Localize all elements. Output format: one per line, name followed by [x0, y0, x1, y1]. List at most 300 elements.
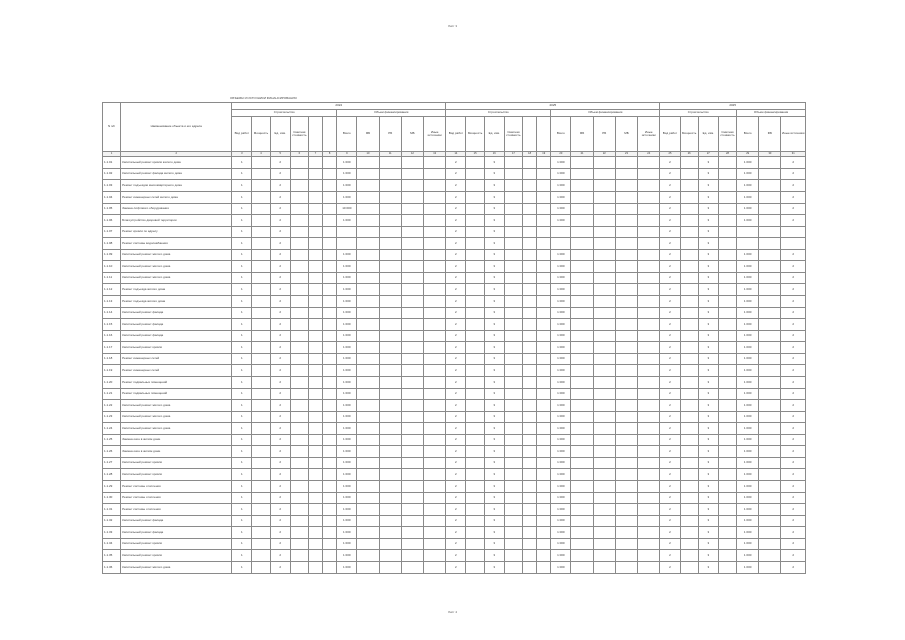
empty-cell [718, 319, 736, 331]
empty-cell [323, 215, 337, 227]
empty-cell [638, 180, 660, 192]
empty-cell [537, 527, 551, 539]
row-object-name: Ремонт системы отопления [121, 492, 232, 504]
row-value: 1 000 [551, 249, 571, 261]
empty-cell [615, 203, 637, 215]
empty-cell [615, 168, 637, 180]
empty-cell [680, 168, 698, 180]
empty-cell [357, 457, 379, 469]
column-number: 11 [379, 152, 401, 157]
table-row [103, 411, 806, 423]
empty-cell [308, 388, 322, 400]
row-value: 3 [484, 319, 504, 331]
header-row-years [103, 103, 806, 110]
empty-cell [308, 457, 322, 469]
empty-cell [537, 180, 551, 192]
empty-cell [759, 168, 781, 180]
empty-cell [718, 203, 736, 215]
empty-cell [308, 203, 322, 215]
empty-cell [638, 203, 660, 215]
empty-cell [523, 249, 537, 261]
header-sub: Всего [551, 117, 571, 152]
empty-cell [323, 342, 337, 354]
row-value: 2 [781, 330, 806, 342]
column-number: 4 [252, 152, 270, 157]
empty-cell [424, 168, 446, 180]
empty-cell [523, 307, 537, 319]
row-value: 2 [660, 388, 680, 400]
column-number: 30 [759, 152, 781, 157]
row-value: 3 [698, 492, 718, 504]
empty-cell [424, 504, 446, 516]
table-row [103, 457, 806, 469]
empty-cell [523, 469, 537, 481]
empty-cell [308, 215, 322, 227]
empty-cell [593, 376, 615, 388]
header-sub: Мощность [680, 117, 698, 152]
empty-cell [571, 515, 593, 527]
empty-cell [323, 226, 337, 238]
empty-cell [424, 527, 446, 539]
row-value: 2 [781, 353, 806, 365]
row-number: 1.1.32 [103, 515, 121, 527]
empty-cell [401, 446, 423, 458]
column-number: 29 [737, 152, 759, 157]
empty-cell [593, 168, 615, 180]
empty-cell [379, 296, 401, 308]
row-value: 2 [270, 527, 290, 539]
empty-cell [401, 457, 423, 469]
empty-cell [323, 272, 337, 284]
row-value: 1 000 [551, 342, 571, 354]
empty-cell [718, 180, 736, 192]
row-value: 1 000 [551, 423, 571, 435]
empty-cell [504, 550, 522, 562]
row-value: 1 000 [737, 215, 759, 227]
empty-cell [290, 388, 308, 400]
empty-cell [252, 469, 270, 481]
row-value: 1 000 [737, 319, 759, 331]
empty-cell [357, 376, 379, 388]
empty-cell [357, 400, 379, 412]
empty-cell [424, 307, 446, 319]
empty-cell [466, 284, 484, 296]
row-value: 1 [232, 492, 252, 504]
empty-cell [523, 492, 537, 504]
empty-cell [466, 515, 484, 527]
table-row [103, 365, 806, 377]
row-value: 2 [660, 226, 680, 238]
empty-cell [401, 388, 423, 400]
row-value: 1 000 [337, 388, 357, 400]
row-number: 1.1.27 [103, 457, 121, 469]
empty-cell [466, 353, 484, 365]
row-object-name: Капитальный ремонт жилого дома [121, 411, 232, 423]
row-value: 1 000 [737, 481, 759, 493]
row-value: 1 000 [337, 492, 357, 504]
empty-cell [252, 423, 270, 435]
empty-cell [379, 307, 401, 319]
row-number: 1.1.22 [103, 400, 121, 412]
row-value: 2 [660, 400, 680, 412]
financing-table [102, 102, 806, 574]
column-number: 27 [698, 152, 718, 157]
row-value: 2 [660, 319, 680, 331]
row-value: 3 [484, 215, 504, 227]
empty-cell [401, 538, 423, 550]
table-row [103, 249, 806, 261]
empty-cell [466, 272, 484, 284]
empty-cell [593, 353, 615, 365]
empty-cell [638, 365, 660, 377]
empty-cell [308, 376, 322, 388]
empty-cell [424, 226, 446, 238]
table-row [103, 481, 806, 493]
empty-cell [290, 157, 308, 169]
empty-cell [290, 538, 308, 550]
empty-cell [615, 215, 637, 227]
empty-cell [252, 238, 270, 250]
empty-cell [593, 261, 615, 273]
empty-cell [323, 492, 337, 504]
row-value: 2 [270, 168, 290, 180]
empty-cell [290, 296, 308, 308]
empty-cell [290, 215, 308, 227]
empty-cell [680, 157, 698, 169]
empty-cell [680, 342, 698, 354]
empty-cell [424, 249, 446, 261]
empty-cell [537, 561, 551, 573]
empty-cell [379, 538, 401, 550]
empty-cell [615, 226, 637, 238]
row-value: 1 000 [551, 515, 571, 527]
header-name: Наименование объекта и его адреса [121, 103, 232, 152]
empty-cell [718, 434, 736, 446]
empty-cell [718, 249, 736, 261]
row-number: 1.1.06 [103, 215, 121, 227]
empty-cell [593, 434, 615, 446]
empty-cell [523, 504, 537, 516]
row-value: 2 [270, 284, 290, 296]
empty-cell [759, 469, 781, 481]
empty-cell [680, 388, 698, 400]
column-number: 9 [337, 152, 357, 157]
empty-cell [593, 457, 615, 469]
empty-cell [252, 307, 270, 319]
row-value: 2 [781, 434, 806, 446]
row-number: 1.1.11 [103, 272, 121, 284]
empty-cell [466, 481, 484, 493]
empty-cell [523, 538, 537, 550]
empty-cell [759, 215, 781, 227]
empty-cell [523, 284, 537, 296]
row-value: 1 000 [337, 180, 357, 192]
empty-cell [357, 215, 379, 227]
row-value: 1 [232, 261, 252, 273]
empty-cell [290, 226, 308, 238]
table-row [103, 168, 806, 180]
row-value: 3 [698, 527, 718, 539]
row-value: 2 [270, 296, 290, 308]
empty-cell [537, 550, 551, 562]
empty-cell [571, 400, 593, 412]
empty-cell [571, 157, 593, 169]
empty-cell [680, 319, 698, 331]
empty-cell [718, 272, 736, 284]
empty-cell [466, 238, 484, 250]
row-value: 2 [270, 550, 290, 562]
empty-cell [424, 157, 446, 169]
empty-cell [252, 400, 270, 412]
empty-cell [718, 307, 736, 319]
column-number: 23 [615, 152, 637, 157]
empty-cell [537, 342, 551, 354]
empty-cell [466, 226, 484, 238]
empty-cell [290, 168, 308, 180]
empty-cell [379, 342, 401, 354]
column-number: 5 [270, 152, 290, 157]
empty-cell [357, 388, 379, 400]
row-value: 1 000 [737, 330, 759, 342]
row-value: 3 [698, 550, 718, 562]
empty-cell [252, 215, 270, 227]
empty-cell [323, 469, 337, 481]
table-row [103, 319, 806, 331]
empty-cell [424, 561, 446, 573]
empty-cell [680, 492, 698, 504]
row-value: 1 [232, 180, 252, 192]
row-value: 3 [698, 446, 718, 458]
empty-cell [680, 550, 698, 562]
row-value: 2 [660, 434, 680, 446]
empty-cell [504, 353, 522, 365]
row-value: 3 [484, 272, 504, 284]
empty-cell [593, 538, 615, 550]
column-number: 2 [121, 152, 232, 157]
row-value [337, 238, 357, 250]
empty-cell [379, 157, 401, 169]
empty-cell [638, 284, 660, 296]
header-group-right-a: Объем финансирования [337, 110, 446, 117]
empty-cell [523, 330, 537, 342]
empty-cell [615, 550, 637, 562]
empty-cell [537, 319, 551, 331]
empty-cell [323, 249, 337, 261]
row-object-name: Замена лифтового оборудования [121, 203, 232, 215]
row-value: 1 [232, 469, 252, 481]
empty-cell [252, 561, 270, 573]
empty-cell [537, 284, 551, 296]
empty-cell [638, 307, 660, 319]
empty-cell [379, 365, 401, 377]
empty-cell [424, 203, 446, 215]
empty-cell [290, 492, 308, 504]
row-value: 2 [660, 168, 680, 180]
empty-cell [680, 296, 698, 308]
empty-cell [759, 203, 781, 215]
empty-cell [424, 365, 446, 377]
row-value: 3 [484, 492, 504, 504]
row-value: 1 000 [551, 330, 571, 342]
empty-cell [593, 550, 615, 562]
empty-cell [571, 330, 593, 342]
empty-cell [615, 272, 637, 284]
empty-cell [615, 191, 637, 203]
empty-cell [357, 481, 379, 493]
row-number: 1.1.24 [103, 423, 121, 435]
row-value: 2 [660, 342, 680, 354]
row-number: 1.1.30 [103, 492, 121, 504]
row-number: 1.1.13 [103, 296, 121, 308]
empty-cell [504, 168, 522, 180]
empty-cell [308, 261, 322, 273]
empty-cell [718, 226, 736, 238]
row-value: 3 [698, 261, 718, 273]
row-object-name: Капитальный ремонт жилого дома [121, 400, 232, 412]
empty-cell [523, 515, 537, 527]
empty-cell [638, 261, 660, 273]
empty-cell [537, 515, 551, 527]
empty-cell [379, 561, 401, 573]
empty-cell [424, 434, 446, 446]
empty-cell [571, 180, 593, 192]
row-value: 3 [484, 400, 504, 412]
column-number: 15 [466, 152, 484, 157]
row-value [781, 238, 806, 250]
row-value: 2 [270, 538, 290, 550]
row-value: 2 [781, 180, 806, 192]
empty-cell [504, 481, 522, 493]
empty-cell [379, 423, 401, 435]
row-value: 3 [698, 376, 718, 388]
empty-cell [308, 411, 322, 423]
empty-cell [466, 504, 484, 516]
empty-cell [357, 504, 379, 516]
column-number: 19 [537, 152, 551, 157]
empty-cell [379, 481, 401, 493]
row-value: 2 [446, 446, 466, 458]
empty-cell [290, 504, 308, 516]
empty-cell [308, 400, 322, 412]
empty-cell [571, 550, 593, 562]
row-value: 2 [446, 376, 466, 388]
empty-cell [290, 353, 308, 365]
empty-cell [504, 261, 522, 273]
empty-cell [252, 203, 270, 215]
header-sub: МБ [615, 117, 637, 152]
row-number: 1.1.05 [103, 203, 121, 215]
row-value: 3 [484, 284, 504, 296]
row-value: 3 [484, 481, 504, 493]
empty-cell [571, 446, 593, 458]
row-value: 3 [484, 203, 504, 215]
empty-cell [290, 423, 308, 435]
row-value: 1 000 [551, 319, 571, 331]
empty-cell [357, 296, 379, 308]
row-value: 3 [484, 226, 504, 238]
empty-cell [759, 296, 781, 308]
row-value: 2 [446, 365, 466, 377]
row-value: 1 000 [551, 550, 571, 562]
empty-cell [424, 342, 446, 354]
row-value: 3 [698, 249, 718, 261]
empty-cell [357, 561, 379, 573]
empty-cell [759, 446, 781, 458]
row-value: 1 000 [551, 296, 571, 308]
table-row [103, 226, 806, 238]
empty-cell [523, 180, 537, 192]
empty-cell [401, 515, 423, 527]
empty-cell [718, 550, 736, 562]
empty-cell [523, 203, 537, 215]
table-row [103, 353, 806, 365]
empty-cell [401, 400, 423, 412]
row-value: 1 000 [551, 457, 571, 469]
empty-cell [466, 180, 484, 192]
empty-cell [571, 353, 593, 365]
row-value: 1 000 [337, 469, 357, 481]
empty-cell [638, 330, 660, 342]
row-value: 2 [781, 469, 806, 481]
empty-cell [523, 342, 537, 354]
empty-cell [308, 284, 322, 296]
table-row [103, 284, 806, 296]
empty-cell [357, 272, 379, 284]
empty-cell [379, 515, 401, 527]
empty-cell [424, 238, 446, 250]
empty-cell [466, 457, 484, 469]
empty-cell [466, 492, 484, 504]
empty-cell [252, 481, 270, 493]
empty-cell [593, 203, 615, 215]
row-value: 1 000 [737, 353, 759, 365]
row-value: 2 [660, 365, 680, 377]
row-value: 3 [484, 550, 504, 562]
row-value: 3 [698, 319, 718, 331]
row-value: 3 [484, 168, 504, 180]
empty-cell [504, 272, 522, 284]
empty-cell [401, 168, 423, 180]
empty-cell [379, 261, 401, 273]
empty-cell [466, 191, 484, 203]
empty-cell [401, 365, 423, 377]
empty-cell [593, 481, 615, 493]
empty-cell [571, 168, 593, 180]
row-value: 3 [698, 515, 718, 527]
row-value: 2 [446, 469, 466, 481]
row-value: 1 [232, 203, 252, 215]
empty-cell [290, 446, 308, 458]
empty-cell [523, 527, 537, 539]
page-bottom-label: Лист 4 [447, 610, 458, 614]
empty-cell [424, 469, 446, 481]
empty-cell [504, 561, 522, 573]
row-value: 1 000 [337, 504, 357, 516]
row-value: 2 [660, 284, 680, 296]
empty-cell [252, 515, 270, 527]
empty-cell [593, 191, 615, 203]
row-value: 1 000 [551, 191, 571, 203]
row-number: 1.1.21 [103, 388, 121, 400]
empty-cell [323, 203, 337, 215]
empty-cell [718, 376, 736, 388]
empty-cell [718, 238, 736, 250]
empty-cell [252, 342, 270, 354]
row-value: 1 000 [337, 261, 357, 273]
row-value: 1 000 [337, 330, 357, 342]
empty-cell [504, 469, 522, 481]
empty-cell [593, 515, 615, 527]
